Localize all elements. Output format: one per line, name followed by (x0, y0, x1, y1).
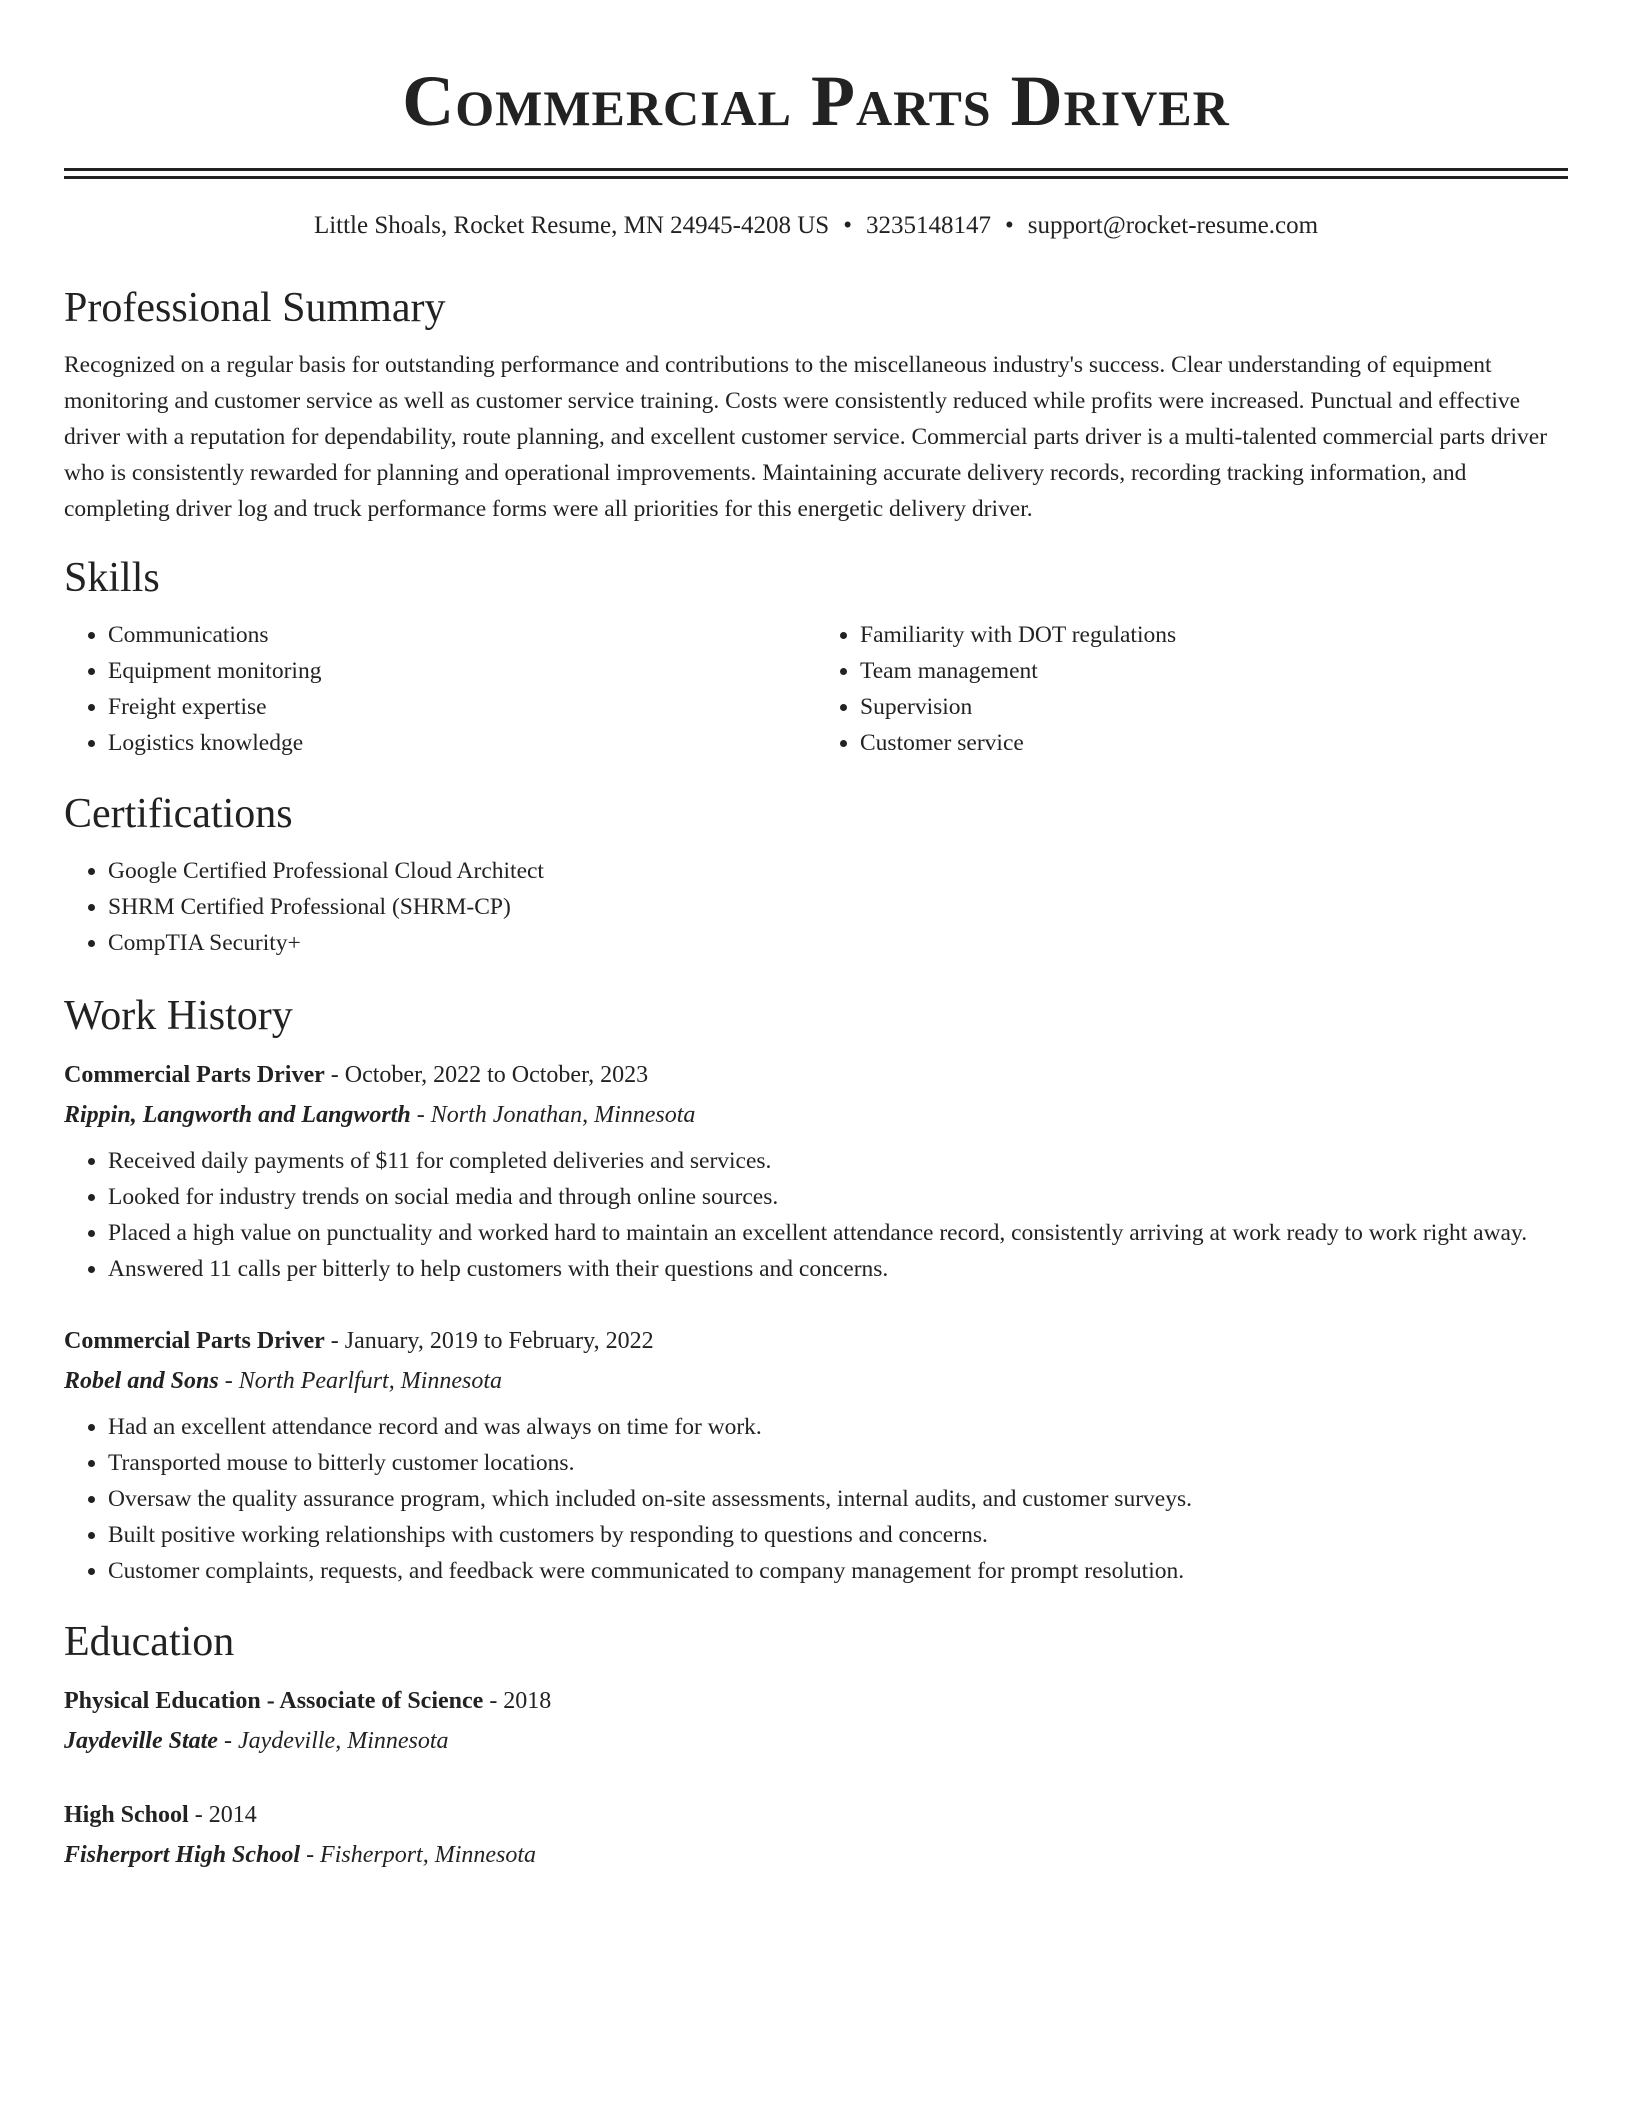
job-company: Rippin, Langworth and Langworth (64, 1102, 411, 1128)
contact-separator: • (1004, 212, 1014, 239)
skills-list-right (816, 617, 1568, 761)
certifications-list (64, 853, 1568, 961)
header-divider (64, 168, 1568, 179)
job-bullet: • Looked for industry trends on social media and through online sources. (108, 1179, 1568, 1215)
section-title-work-history: Work History (64, 993, 293, 1039)
resume-name: Commercial Parts Driver (402, 61, 1230, 141)
job-location: - North Pearlfurt, Minnesota (218, 1368, 503, 1394)
job-dates: - October, 2022 to October, 2023 (324, 1062, 649, 1088)
education-year: - 2014 (188, 1802, 257, 1828)
section-title-summary: Professional Summary (64, 285, 446, 331)
job-location: - North Jonathan, Minnesota (410, 1102, 696, 1128)
contact-line (64, 209, 1568, 243)
education-heading (64, 1681, 1568, 1721)
skills-columns (64, 617, 1568, 761)
certification-item: • SHRM Certified Professional (SHRM-CP) (108, 889, 1568, 925)
job-bullet: • Answered 11 calls per bitterly to help customers with their questions and concerns. (108, 1251, 1568, 1287)
education-school-line (64, 1721, 1568, 1761)
skills-section (64, 553, 1568, 761)
certification-item: • Google Certified Professional Cloud Architect (108, 853, 1568, 889)
skills-list-left (64, 617, 816, 761)
job-bullet: • Customer complaints, requests, and feedback were communicated to company management for prompt resolution. (108, 1553, 1568, 1589)
certification-item: • CompTIA Security+ (108, 925, 1568, 961)
education-school: Fisherport High School (64, 1842, 301, 1868)
education-school: Jaydeville State (64, 1728, 218, 1754)
skill-item: • Equipment monitoring (108, 653, 816, 689)
skill-item: • Supervision (860, 689, 1568, 725)
job-heading (64, 1321, 1568, 1361)
job-role: Commercial Parts Driver (64, 1062, 325, 1088)
work-history-section (64, 991, 1568, 1589)
contact-email[interactable]: support@rocket-resume.com (1027, 212, 1319, 239)
skill-item: • Freight expertise (108, 689, 816, 725)
education-degree: Physical Education - Associate of Science (64, 1688, 484, 1714)
job-employer (64, 1361, 1568, 1401)
job-bullet: • Transported mouse to bitterly customer locations. (108, 1445, 1568, 1481)
contact-address: Little Shoals, Rocket Resume, MN 24945-4208 US (313, 212, 830, 239)
job-bullet: • Oversaw the quality assurance program, which included on-site assessments, internal audits, and customer surveys. (108, 1481, 1568, 1517)
job-dates: - January, 2019 to February, 2022 (324, 1328, 654, 1354)
education-location: - Jaydeville, Minnesota (217, 1728, 449, 1754)
education-school-line (64, 1835, 1568, 1875)
education-degree: High School (64, 1802, 189, 1828)
job-bullet: • Received daily payments of $11 for completed deliveries and services. (108, 1143, 1568, 1179)
education-year: - 2018 (483, 1688, 552, 1714)
education-entry (64, 1681, 1568, 1761)
skill-item: • Team management (860, 653, 1568, 689)
job-entry (64, 1321, 1568, 1589)
job-role: Commercial Parts Driver (64, 1328, 325, 1354)
job-entry (64, 1055, 1568, 1287)
summary-text: Recognized on a regular basis for outstanding performance and contributions to the miscellaneous industry's success. Clear understanding of equipment monitoring and customer service as well as customer service training. Costs were consistently reduced while profits were increased. Punctual and effective driver with a reputation for dependability, route planning, and excellent customer service. Commercial parts driver is a multi-talented commercial parts driver who is consistently rewarded for planning and operational improvements. Maintaining accurate delivery records, recording tracking information, and completing driver log and truck performance forms were all priorities for this energetic delivery driver. (64, 352, 1548, 522)
education-entry (64, 1795, 1568, 1875)
section-title-education: Education (64, 1619, 235, 1665)
job-bullet: • Built positive working relationships with customers by responding to questions and concerns. (108, 1517, 1568, 1553)
skill-item: • Communications (108, 617, 816, 653)
section-title-certifications: Certifications (64, 791, 293, 837)
job-bullet: • Had an excellent attendance record and was always on time for work. (108, 1409, 1568, 1445)
certifications-section (64, 789, 1568, 961)
education-location: - Fisherport, Minnesota (300, 1842, 537, 1868)
job-company: Robel and Sons (64, 1368, 219, 1394)
summary-section (64, 283, 1568, 527)
skill-item: • Logistics knowledge (108, 725, 816, 761)
job-heading (64, 1055, 1568, 1095)
education-heading (64, 1795, 1568, 1835)
job-bullets (64, 1409, 1568, 1589)
education-section (64, 1617, 1568, 1875)
skill-item: • Customer service (860, 725, 1568, 761)
job-bullets (64, 1143, 1568, 1287)
contact-phone[interactable]: 3235148147 (865, 212, 991, 239)
job-employer (64, 1095, 1568, 1135)
contact-separator: • (843, 212, 852, 239)
section-title-skills: Skills (64, 555, 160, 601)
job-bullet: • Placed a high value on punctuality and worked hard to maintain an excellent attendance record, consistently arriving at work ready to work right away. (108, 1215, 1568, 1251)
skill-item: • Familiarity with DOT regulations (860, 617, 1568, 653)
